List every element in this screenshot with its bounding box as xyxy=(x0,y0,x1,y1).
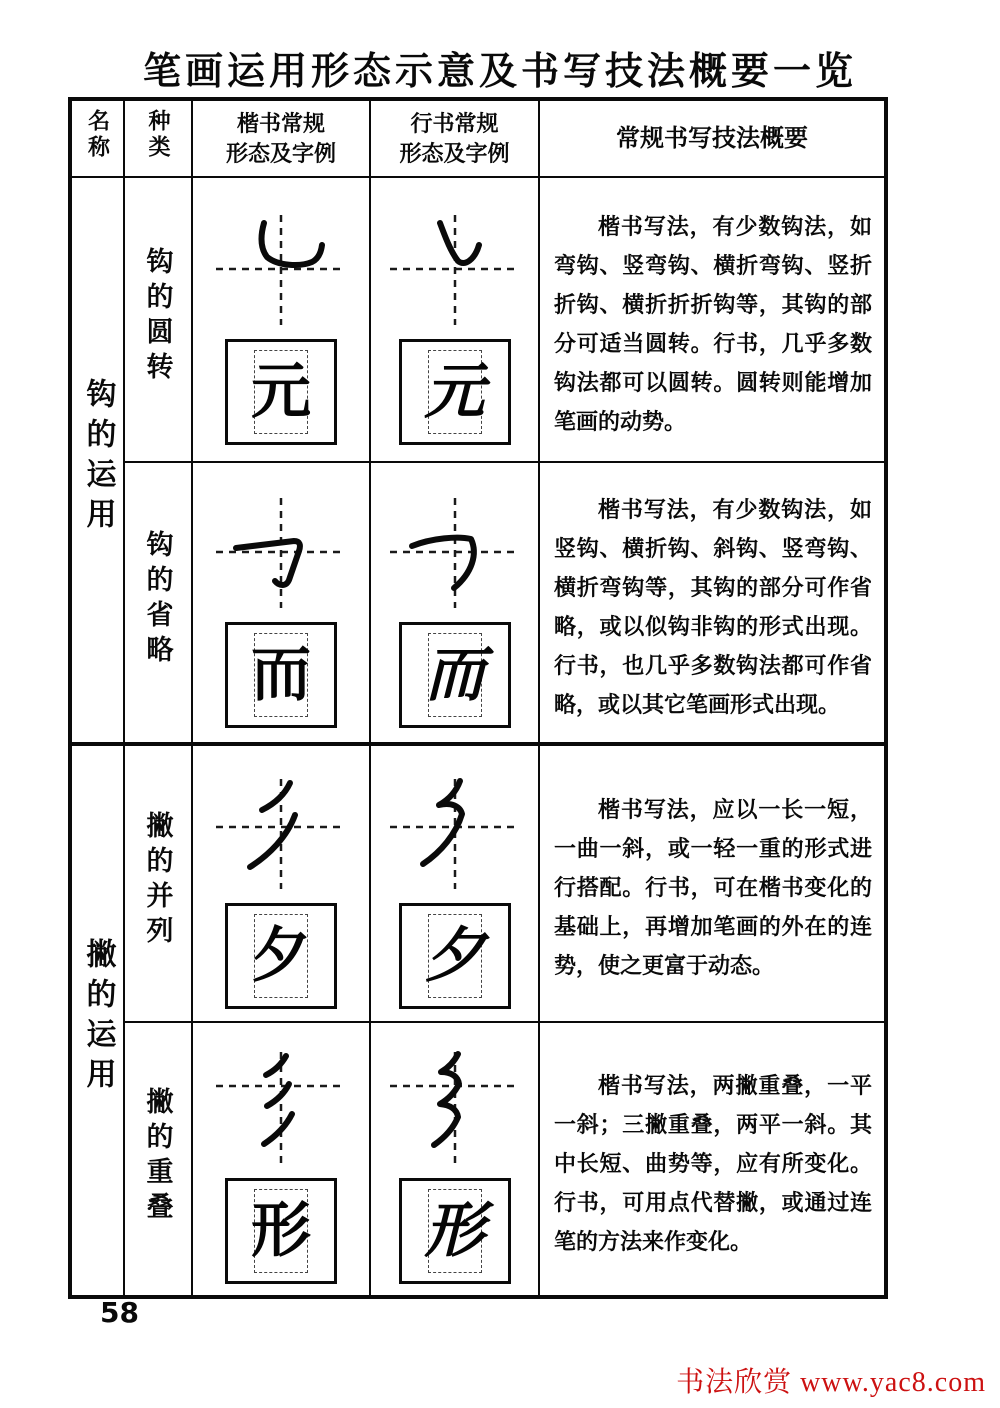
header-category xyxy=(124,99,192,177)
technique-description-cell xyxy=(539,1022,886,1297)
table-row-hook-rounding xyxy=(70,177,886,462)
character-box xyxy=(225,1178,337,1284)
table-row-pie-overlap xyxy=(70,1022,886,1297)
category-label-pie-parallel-text: 撇的并列 xyxy=(142,811,173,951)
technique-description-cell xyxy=(539,177,886,462)
stroke-diagram-parallel-pie-kai xyxy=(206,771,356,899)
example-character-xing: 形 xyxy=(424,1198,485,1264)
header-name xyxy=(70,99,124,177)
example-character-xing: 元 xyxy=(424,358,485,425)
example-character-kai: 形 xyxy=(251,1198,311,1264)
header-summary xyxy=(539,99,886,177)
header-xingshu-line1: 行书常规 xyxy=(410,110,499,136)
technique-description: 楷书写法，有少数钩法，如竖钩、横折钩、斜钩、竖弯钩、横折弯钩等，其钩的部分可作省略，或以似钩非钩的形式出现。行书，也几乎多数钩法都可作省略，或以其它笔画形式出现。 xyxy=(554,496,872,717)
technique-description: 楷书写法，应以一长一短，一曲一斜，或一轻一重的形式进行搭配。行书，可在楷书变化的基础上，再增加笔画的外在的连势，使之更富于动态。 xyxy=(554,797,872,978)
header-summary-label: 常规书写技法概要 xyxy=(616,124,808,152)
example-character-xing: 而 xyxy=(424,641,485,708)
category-label-pie-overlap-text: 撇的重叠 xyxy=(142,1086,173,1227)
header-name-label: 名称 xyxy=(85,108,111,161)
header-kaishu xyxy=(192,99,370,177)
header-xingshu-line2: 形态及字例 xyxy=(399,140,510,166)
page-number: 58 xyxy=(100,1296,139,1329)
category-label-hook-rounding-text: 钩的圆转 xyxy=(142,247,173,387)
group-label-hook-usage xyxy=(70,177,124,744)
group-label-pie-usage-text: 撇的运用 xyxy=(81,938,115,1098)
example-character-xing: 夕 xyxy=(424,922,485,989)
watermark-site-credit: 书法欣赏 www.yac8.com xyxy=(676,1367,986,1398)
technique-description: 楷书写法，有少数钩法，如弯钩、竖弯钩、横折弯钩、竖折折钩、横折折折钩等，其钩的部分可适当圆转。行书，几乎多数钩法都可以圆转。圆转则能增加笔画的动势。 xyxy=(554,213,872,434)
character-box xyxy=(225,339,337,445)
xingshu-example-cell xyxy=(370,744,539,1022)
group-label-hook-usage-text: 钩的运用 xyxy=(81,377,115,538)
category-label-hook-omission-text: 钩的省略 xyxy=(142,530,173,670)
character-box xyxy=(399,622,511,728)
stroke-diagram-parallel-pie-xing xyxy=(380,771,530,899)
stroke-diagram-omitted-hook-xing xyxy=(380,490,530,618)
xingshu-example-cell xyxy=(370,177,539,462)
stroke-diagram-rounded-hook-xing xyxy=(380,207,530,335)
kaishu-example-cell xyxy=(192,462,370,744)
character-box xyxy=(399,1178,511,1284)
stroke-technique-table xyxy=(68,97,888,1299)
example-character-kai: 而 xyxy=(251,641,311,708)
header-kaishu-line2: 形态及字例 xyxy=(225,140,336,166)
technique-description-cell xyxy=(539,462,886,744)
stroke-diagram-overlap-pie-xing xyxy=(380,1046,530,1174)
example-character-kai: 夕 xyxy=(251,922,311,989)
character-box xyxy=(225,622,337,728)
header-kaishu-line1: 楷书常规 xyxy=(236,110,325,136)
table-row-hook-omission xyxy=(70,462,886,744)
group-label-pie-usage xyxy=(70,744,124,1297)
stroke-diagram-omitted-hook-kai xyxy=(206,490,356,618)
table-row-pie-parallel xyxy=(70,744,886,1022)
xingshu-example-cell xyxy=(370,1022,539,1297)
category-label-hook-rounding xyxy=(124,177,192,462)
header-category-label: 种类 xyxy=(146,108,171,161)
header-xingshu xyxy=(370,99,539,177)
kaishu-example-cell xyxy=(192,1022,370,1297)
kaishu-example-cell xyxy=(192,177,370,462)
table-header-row xyxy=(70,99,886,177)
kaishu-example-cell xyxy=(192,744,370,1022)
character-box xyxy=(399,903,511,1009)
character-box xyxy=(225,903,337,1009)
category-label-pie-overlap xyxy=(124,1022,192,1297)
example-character-kai: 元 xyxy=(251,358,311,425)
technique-description-cell xyxy=(539,744,886,1022)
xingshu-example-cell xyxy=(370,462,539,744)
page-title: 笔画运用形态示意及书写技法概要一览 xyxy=(142,51,857,93)
category-label-hook-omission xyxy=(124,462,192,744)
character-box xyxy=(399,339,511,445)
stroke-diagram-overlap-pie-kai xyxy=(206,1046,356,1174)
category-label-pie-parallel xyxy=(124,744,192,1022)
technique-description: 楷书写法，两撇重叠，一平一斜；三撇重叠，两平一斜。其中长短、曲势等，应有所变化。行书，可用点代替撇，或通过连笔的方法来作变化。 xyxy=(554,1072,872,1254)
stroke-diagram-rounded-hook-kai xyxy=(206,207,356,335)
